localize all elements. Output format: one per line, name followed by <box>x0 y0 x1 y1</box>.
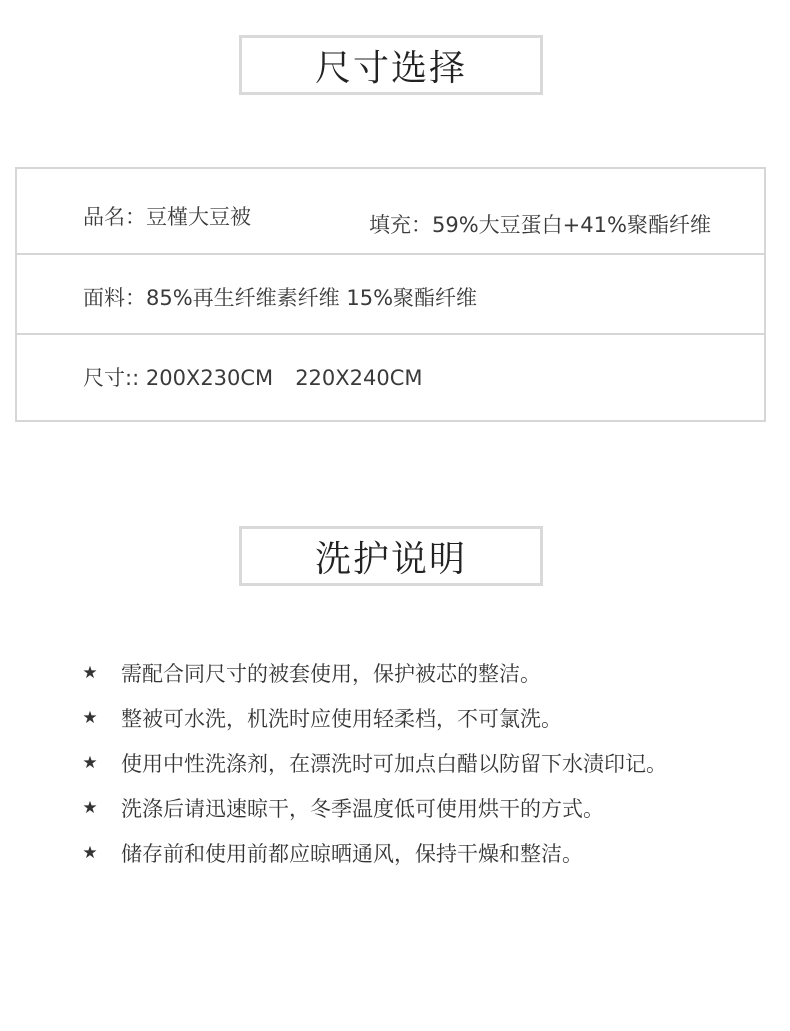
care-instructions-list <box>80 650 667 875</box>
star-icon: ★ <box>82 797 98 818</box>
care-item-text: 储存前和使用前都应晾晒通风，保持干燥和整洁。 <box>121 841 583 866</box>
size-section-title: 尺寸选择 <box>239 35 543 95</box>
care-item <box>80 650 667 695</box>
spec-row-name-filling <box>17 169 764 255</box>
size-option-1: 200X230CM <box>145 366 274 390</box>
product-name: 品名：豆槿大豆被 <box>83 205 251 229</box>
care-item <box>80 830 667 875</box>
care-section-title: 洗护说明 <box>239 526 543 586</box>
spec-row-size <box>17 335 764 422</box>
filling-info: 填充：59%大豆蛋白+41%聚酯纤维 <box>369 213 711 237</box>
star-icon: ★ <box>82 662 98 683</box>
care-item <box>80 695 667 740</box>
spec-row-fabric <box>17 255 764 335</box>
spec-table <box>15 167 766 422</box>
star-icon: ★ <box>82 842 98 863</box>
star-icon: ★ <box>82 707 98 728</box>
star-icon: ★ <box>82 752 98 773</box>
care-item-text: 需配合同尺寸的被套使用，保护被芯的整洁。 <box>121 661 541 686</box>
care-item-text: 整被可水洗，机洗时应使用轻柔档，不可氯洗。 <box>121 706 562 731</box>
size-option-2: 220X240CM <box>295 366 423 390</box>
size-info <box>83 362 423 392</box>
fabric-info: 面料：85%再生纤维素纤维 15%聚酯纤维 <box>83 286 478 310</box>
care-item-text: 洗涤后请迅速晾干，冬季温度低可使用烘干的方式。 <box>121 796 604 821</box>
care-item <box>80 785 667 830</box>
size-label: 尺寸:: <box>83 366 140 390</box>
care-item <box>80 740 667 785</box>
care-item-text: 使用中性洗涤剂，在漂洗时可加点白醋以防留下水渍印记。 <box>121 751 667 776</box>
